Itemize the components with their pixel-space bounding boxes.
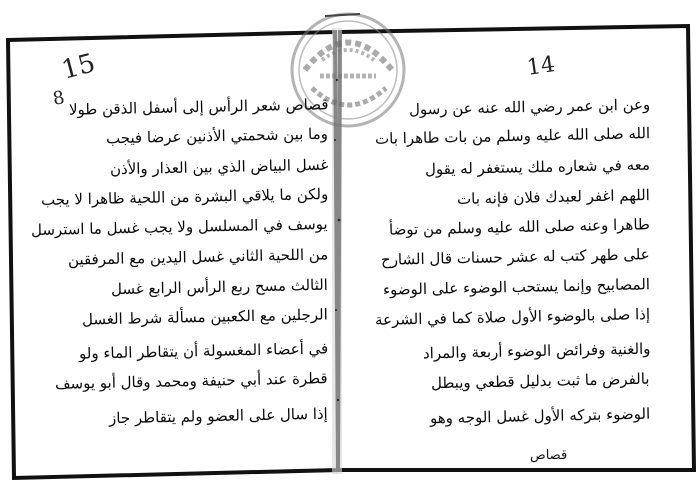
right-line-4: اللهم اغفر لعبدك فلان فإنه بات (456, 185, 651, 209)
right-line-11: الوضوء بتركه الأول غسل الوجه وهو (429, 404, 651, 428)
left-line-4: ولكن ما يلاقي البشرة من اللحية ظاهرا لا يجب (40, 184, 329, 210)
right-line-5: طاهرا وعنه صلى الله عليه وسلم من توضأ (388, 215, 651, 239)
right-line-6: على طهر كتب له عشر حسنات قال الشارح (381, 245, 651, 269)
right-line-10: بالفرض ما ثبت بدليل قطعي ويبطل (431, 369, 651, 393)
right-line-1: وعن ابن عمر رضي الله عنه عن رسول (408, 95, 651, 119)
left-line-7: الثالث مسح ربع الرأس الرابع غسل (110, 275, 329, 299)
left-line-9: في أعضاء المغسولة أن يتقاطر الماء ولو (78, 339, 329, 363)
margin-mark-left: 8 (51, 87, 67, 110)
folio-number-right: 14 (525, 52, 557, 81)
left-line-6: من اللحية الثاني غسل اليدين مع المرفقين (67, 245, 329, 269)
right-line-2: الله صلى الله عليه وسلم من بات طاهرا بات (374, 124, 651, 148)
left-line-3: غسل البياض الذي بين العذار والأذن (109, 155, 329, 179)
gutter-shadow (332, 28, 342, 474)
right-line-7: المصابيح وإنما يستحب الوضوء على الوضوء (382, 275, 651, 299)
right-line-8: إذا صلى بالوضوء الأول صلاة كما في الشرعة (374, 305, 651, 329)
left-line-10: قطرة عند أبي حنيفة ومحمد وقال أبو يوسف (55, 369, 329, 393)
right-line-9: والغنية وفرائض الوضوء أربعة والمراد (422, 339, 651, 363)
left-line-1: قصاص شعر الرأس إلى أسفل الذقن طولا (68, 95, 329, 119)
folio-number-left: 15 (58, 48, 99, 86)
catchword: قصاص (530, 448, 568, 463)
left-line-2: وما بين شحمتي الأذنين عرضا فيجب (105, 124, 329, 148)
left-line-11: إذا سال على العضو ولم يتقاطر جاز (109, 404, 329, 428)
left-line-5: يوسف في المسلسل ولا يجب غسل ما استرسل (31, 214, 329, 240)
right-line-3: معه في شعاره ملك يستغفر له يقول (424, 155, 651, 179)
left-line-8: الرجلين مع الكعبين مسألة شرط الغسل (82, 305, 329, 329)
